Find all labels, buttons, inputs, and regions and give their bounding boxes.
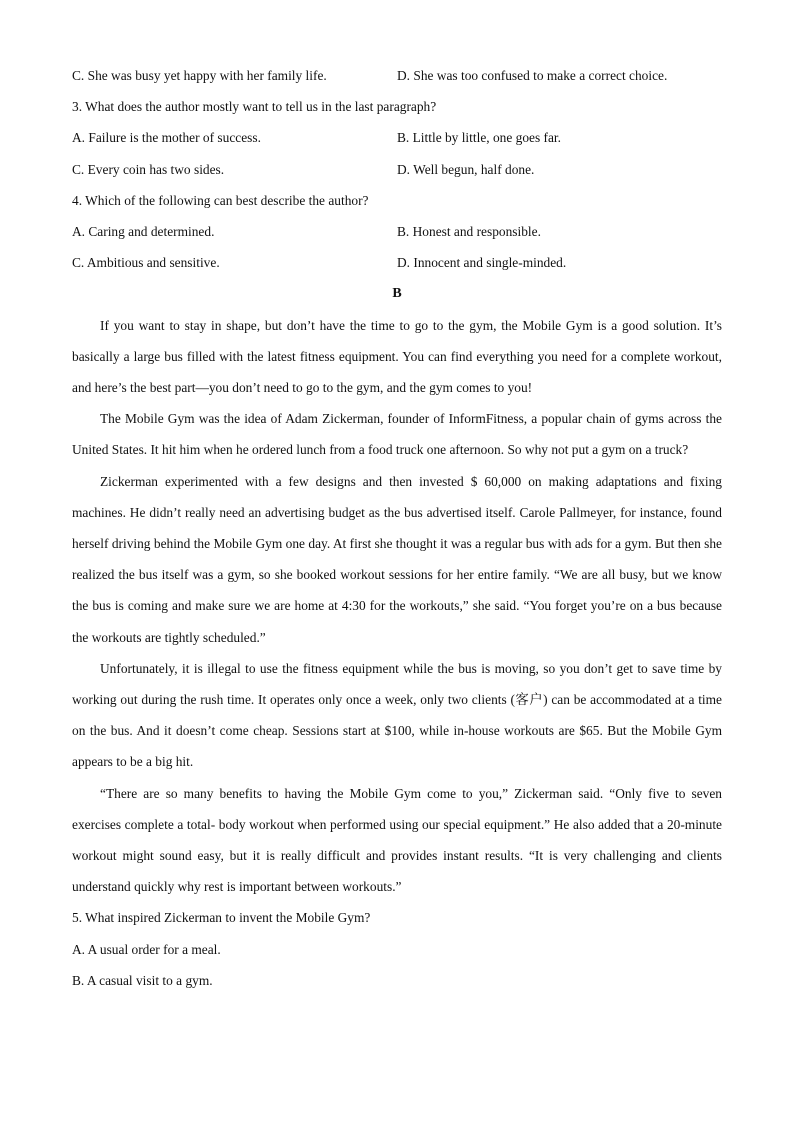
question-4-options-cd xyxy=(72,247,722,278)
question-3-options-ab xyxy=(72,122,722,153)
option-d: D. She was too confused to make a correct choice. xyxy=(397,68,668,83)
question-3-options-cd xyxy=(72,154,722,185)
option-a: A. Failure is the mother of success. xyxy=(72,130,261,146)
question-4-options-ab xyxy=(72,216,722,247)
option-c: C. She was busy yet happy with her family life. xyxy=(72,68,327,83)
passage-paragraph: The Mobile Gym was the idea of Adam Zickerman, founder of InformFitness, a popular chain of gyms across the United States. It hit him when he ordered lunch from a food truck one afternoon. So why not put a gym on a truck? xyxy=(72,411,722,458)
option-b: B. Little by little, one goes far. xyxy=(397,130,562,146)
option-c: C. Ambitious and sensitive. xyxy=(72,255,220,271)
passage-paragraph: Unfortunately, it is illegal to use the fitness equipment while the bus is moving, so you don’t get to save time by working out during the rush time. It operates only once a week, only two clients (客户) can be accommodated at a time on the bus. And it doesn’t come cheap. Sessions start at $100, while in-house workouts are $65. But the Mobile Gym appears to be a big hit. xyxy=(72,660,722,770)
question-3-stem: 3. What does the author mostly want to tell us in the last paragraph? xyxy=(72,99,437,115)
question-5-stem: 5. What inspired Zickerman to invent the Mobile Gym? xyxy=(72,910,371,926)
section-title: B xyxy=(392,286,402,302)
passage-paragraph: Zickerman experimented with a few designs and then invested $ 60,000 on making adaptations and fixing machines. He didn’t really need an advertising budget as the bus advertised itself. Carole Pallmeyer, for instance, found herself driving behind the Mobile Gym one day. At first she thought it was a regular bus with ads for a gym. But then she realized the bus itself was a gym, so she booked workout sessions for her entire family. “We are all busy, but we know the bus is coming and make sure we are home at 4:30 for the workouts,” she said. “You forget you’re on a bus because the workouts are tightly scheduled.” xyxy=(72,473,722,645)
passage-paragraph: “There are so many benefits to having the Mobile Gym come to you,” Zickerman said. “Only five to seven exercises complete a total- body workout when performed using our special equipment.” He also added that a 20-minute workout might sound easy, but it is really difficult and provides instant results. “It is very challenging and clients understand quickly why rest is important between workouts.” xyxy=(72,785,722,895)
option-b: B. A casual visit to a gym. xyxy=(72,972,213,988)
option-d: D. Innocent and single-minded. xyxy=(397,255,567,271)
passage-paragraph: If you want to stay in shape, but don’t have the time to go to the gym, the Mobile Gym is a good solution. It’s basically a large bus filled with the latest fitness equipment. You can find everything you need for a complete workout, and here’s the best part—you don’t need to go to the gym, and the gym comes to you! xyxy=(72,317,722,395)
exam-page xyxy=(72,60,722,996)
option-a: A. A usual order for a meal. xyxy=(72,941,221,957)
option-d: D. Well begun, half done. xyxy=(397,161,535,177)
option-c: C. Every coin has two sides. xyxy=(72,161,225,177)
question-2-options-cd xyxy=(72,60,722,91)
option-b: B. Honest and responsible. xyxy=(397,223,541,239)
option-a: A. Caring and determined. xyxy=(72,223,215,239)
question-4-stem: 4. Which of the following can best describe the author? xyxy=(72,192,369,208)
